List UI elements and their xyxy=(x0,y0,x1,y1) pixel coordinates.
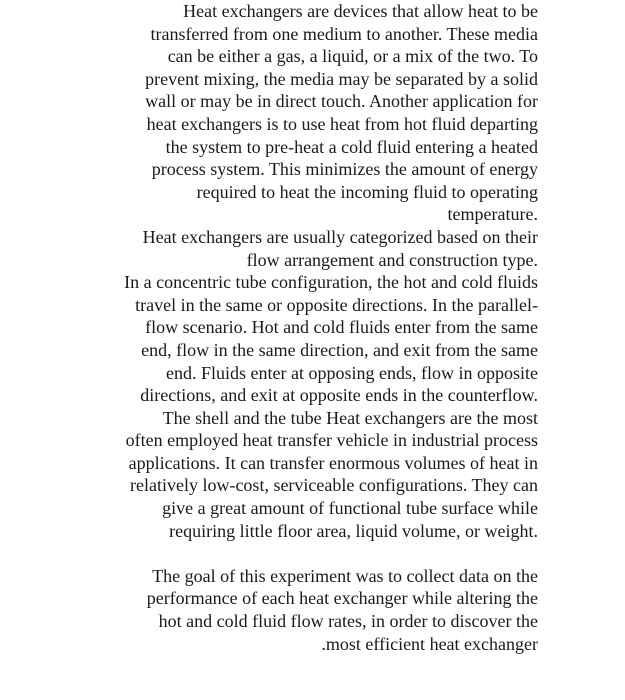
text-line: temperature. xyxy=(447,204,538,225)
text-line: end, flow in the same direction, and exit from the same xyxy=(141,339,538,360)
text-line: can be either a gas, a liquid, or a mix of the two. To xyxy=(167,46,538,67)
text-line: travel in the same or opposite directions. In the parallel- xyxy=(135,294,538,315)
paragraph-goal xyxy=(68,565,538,655)
text-line: end. Fluids enter at opposing ends, flow in opposite xyxy=(166,362,538,383)
text-line: relatively low-cost, serviceable configurations. They can xyxy=(129,475,538,496)
paragraph-spacer xyxy=(68,542,538,565)
document-text xyxy=(68,0,538,655)
text-line: directions, and exit at opposite ends in the counterflow. xyxy=(140,385,538,406)
text-line: requiring little floor area, liquid volume, or weight. xyxy=(169,520,538,541)
text-line: transferred from one medium to another. These media xyxy=(150,23,538,44)
text-line: The goal of this experiment was to collect data on the xyxy=(152,565,538,586)
text-line: Heat exchangers are usually categorized based on their xyxy=(142,226,538,247)
text-line: In a concentric tube configuration, the hot and cold fluids xyxy=(124,272,538,293)
text-line: often employed heat transfer vehicle in industrial process xyxy=(125,430,538,451)
text-line: heat exchangers is to use heat from hot fluid departing xyxy=(146,113,538,134)
text-line: flow arrangement and construction type. xyxy=(246,249,538,270)
text-line: hot and cold fluid flow rates, in order to discover the xyxy=(158,611,538,632)
text-line: the system to pre-heat a cold fluid entering a heated xyxy=(165,136,538,157)
text-line: prevent mixing, the media may be separated by a solid xyxy=(145,68,538,89)
text-line: performance of each heat exchanger while altering the xyxy=(146,588,538,609)
text-line: flow scenario. Hot and cold fluids enter from the same xyxy=(145,317,538,338)
text-line: Heat exchangers are devices that allow heat to be xyxy=(183,1,538,21)
text-line: process system. This minimizes the amount of energy xyxy=(151,159,538,180)
text-line: .most efficient heat exchanger xyxy=(321,633,538,654)
paragraph-intro xyxy=(68,0,538,542)
text-line: applications. It can transfer enormous volumes of heat in xyxy=(128,452,538,473)
text-line: give a great amount of functional tube surface while xyxy=(162,498,538,519)
text-line: required to heat the incoming fluid to operating xyxy=(196,181,538,202)
text-line: The shell and the tube Heat exchangers are the most xyxy=(162,407,538,428)
text-line: wall or may be in direct touch. Another application for xyxy=(145,91,538,112)
